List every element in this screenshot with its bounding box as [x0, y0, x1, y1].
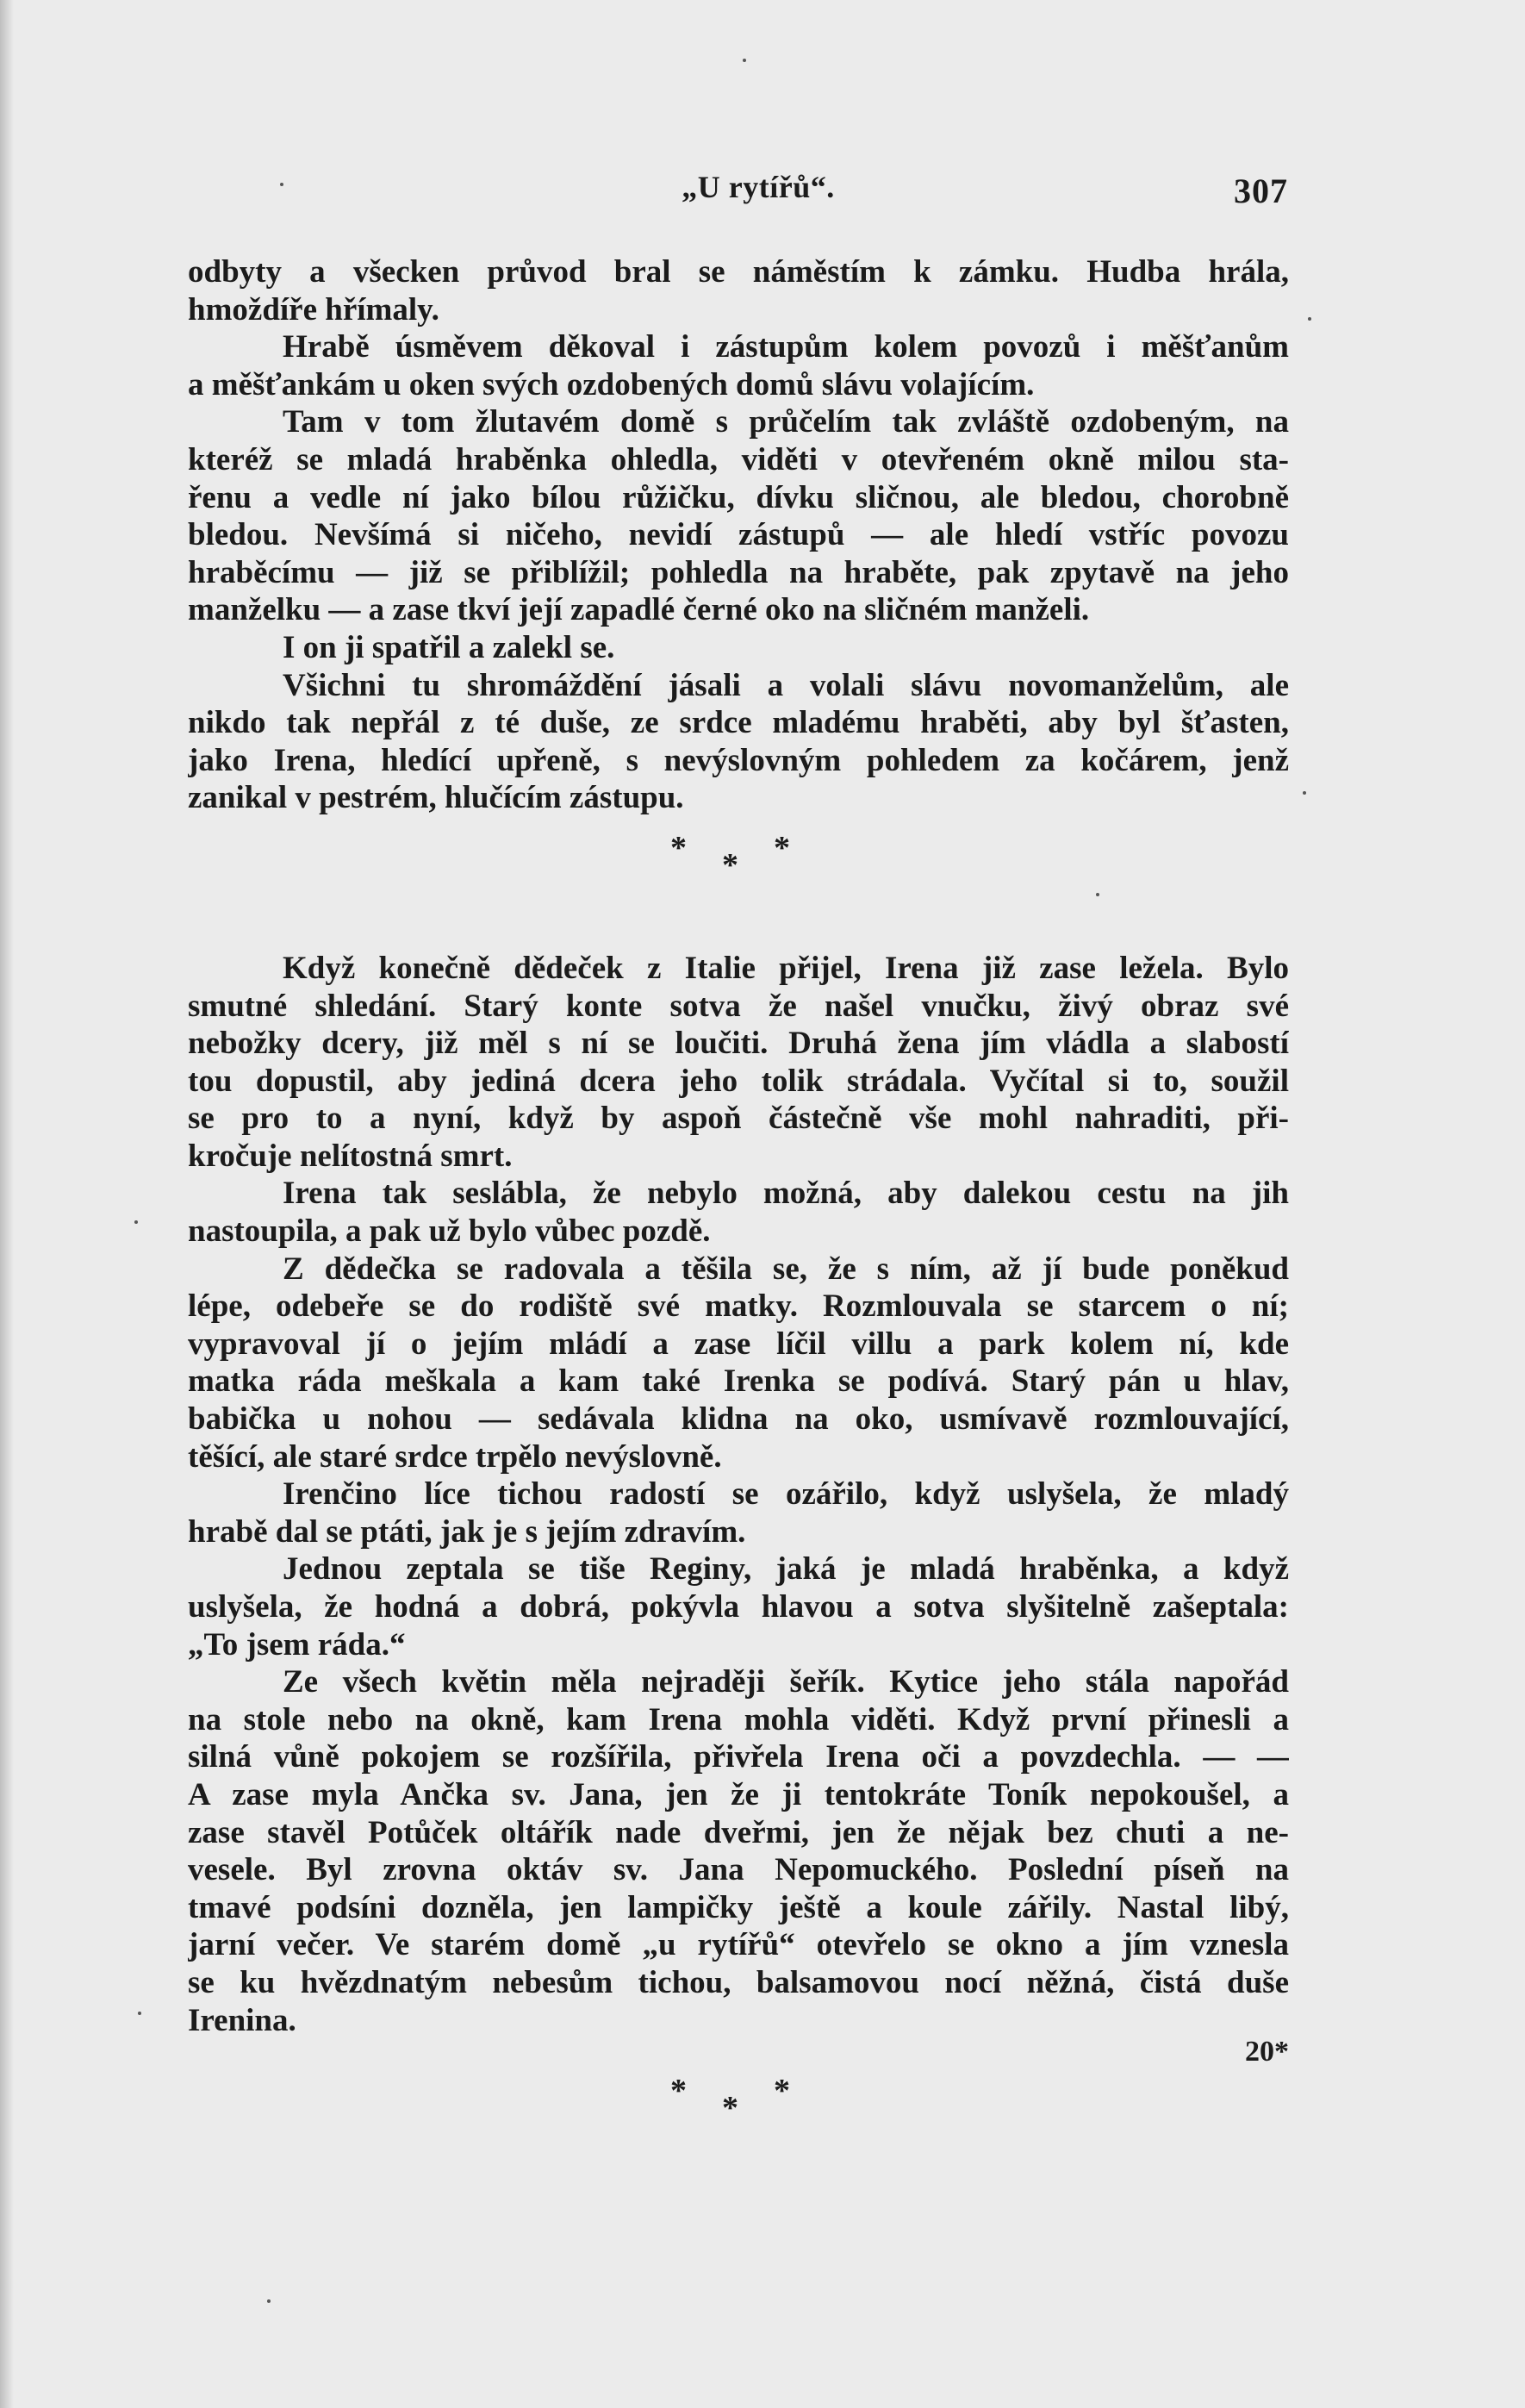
text-line: hrabě dal se ptáti, jak je s jejím zdravím.	[188, 1513, 746, 1550]
paper-speck	[134, 1220, 138, 1224]
page-edge-shadow	[0, 0, 14, 2408]
text-line: zanikal v pestrém, hlučícím zástupu.	[188, 780, 684, 816]
page-number: 307	[1234, 172, 1288, 210]
paper-speck	[1303, 791, 1306, 795]
text-line: Irenčino líce tichou radostí se ozářilo, když uslyšela, že mladý	[283, 1476, 1289, 1513]
text-line: těšící, ale staré srdce trpělo nevýslovně.	[188, 1438, 722, 1475]
text-line: nikdo tak nepřál z té duše, ze srdce mladému hraběti, aby byl šťasten,	[188, 705, 1289, 741]
text-line: manželku — a zase tkví její zapadlé černé oko na sličném manželi.	[188, 592, 1090, 628]
text-line: Když konečně dědeček z Italie přijel, Irena již zase ležela. Bylo	[283, 950, 1289, 986]
text-section-1	[188, 253, 1289, 817]
paragraph	[188, 1251, 1289, 1476]
text-line: Jednou zeptala se tiše Reginy, jaká je mladá hraběnka, a když	[283, 1551, 1289, 1588]
paragraph	[188, 667, 1289, 817]
text-line: tou dopustil, aby jediná dcera jeho tolik strádala. Vyčítal si to, soužil	[188, 1063, 1289, 1099]
paper-speck	[280, 183, 283, 186]
text-line: tmavé podsíni dozněla, jen lampičky ještě a koule zářily. Nastal libý,	[188, 1889, 1289, 1925]
text-line: Všichni tu shromáždění jásali a volali slávu novomanželům, ale	[283, 667, 1289, 703]
text-line: smutné shledání. Starý konte sotva že našel vnučku, živý obraz své	[188, 988, 1289, 1024]
text-line: jako Irena, hledící upřeně, s nevýslovným pohledem za kočárem, jenž	[188, 742, 1289, 778]
paper-speck	[743, 59, 746, 62]
text-line: hmoždíře hřímaly.	[188, 291, 439, 328]
text-line: hraběcímu — již se přiblížil; pohledla na hraběte, pak zpytavě na jeho	[188, 554, 1289, 590]
section-gap	[188, 2039, 1289, 2060]
text-line: silná vůně pokojem se rozšířila, přivřela Irena oči a povzdechla. — —	[188, 1739, 1289, 1775]
text-line: kročuje nelítostná smrt.	[188, 1138, 513, 1174]
separator-star: *	[722, 846, 738, 883]
separator-star: *	[670, 829, 687, 866]
separator-star: *	[722, 2090, 738, 2127]
text-line: lépe, odebeře se do rodiště své matky. Rozmlouvala se starcem o ní;	[188, 1288, 1289, 1325]
text-line: na stole nebo na okně, kam Irena mohla viděti. Když první přinesli a	[188, 1701, 1289, 1737]
paper-speck	[1308, 317, 1311, 321]
paragraph	[188, 629, 1289, 667]
text-line: nebožky dcery, již měl s ní se loučiti. Druhá žena jím vládla a slabostí	[188, 1026, 1289, 1062]
paragraph	[188, 1550, 1289, 1663]
text-line: zase stavěl Potůček oltářík nade dveřmi, jen že nějak bez chuti a ne-	[188, 1814, 1289, 1850]
text-line: nastoupila, a pak už bylo vůbec pozdě.	[188, 1213, 711, 1250]
text-line: se ku hvězdnatým nebesům tichou, balsamovou nocí něžná, čistá duše	[188, 1964, 1289, 2000]
separator-star: *	[774, 2073, 790, 2110]
text-line: A zase myla Ančka sv. Jana, jen že ji tentokráte Toník nepokoušel, a	[188, 1776, 1289, 1812]
paragraph	[188, 1475, 1289, 1550]
text-line: se pro to a nyní, když by aspoň částečně vše mohl nahraditi, při-	[188, 1101, 1289, 1137]
text-line: kteréž se mladá hraběnka ohledla, viděti v otevřeném okně milou sta-	[188, 441, 1289, 477]
paragraph	[188, 403, 1289, 629]
separator-star: *	[670, 2073, 687, 2110]
paper-speck	[138, 2012, 141, 2015]
paper-speck	[267, 2299, 271, 2303]
text-line: a měšťankám u oken svých ozdobených domů slávu volajícím.	[188, 366, 1035, 402]
text-line: Ze všech květin měla nejraději šeřík. Kytice jeho stála napořád	[283, 1664, 1289, 1700]
section-gap	[188, 895, 1289, 950]
text-line: matka ráda meškala a kam také Irenka se podívá. Starý pán u hlav,	[188, 1363, 1289, 1400]
text-line: babička u nohou — sedávala klidna na oko, usmívavě rozmlouvající,	[188, 1401, 1289, 1438]
paper-speck	[1096, 893, 1099, 896]
text-line: uslyšela, že hodná a dobrá, pokývla hlavou a sotva slyšitelně zašeptala:	[188, 1589, 1289, 1625]
text-line: odbyty a všecken průvod bral se náměstím k zámku. Hudba hrála,	[188, 254, 1289, 290]
signature-mark: 20*	[1245, 2036, 1289, 2068]
text-line: bledou. Nevšímá si ničeho, nevidí zástupů — ale hledí vstříc povozu	[188, 517, 1289, 553]
paragraph	[188, 950, 1289, 1176]
section-separator-1	[188, 817, 1289, 895]
text-line: Irenina.	[188, 2002, 296, 2038]
paragraph	[188, 253, 1289, 328]
text-line: Z dědečka se radovala a těšila se, že s ním, až jí bude poněkud	[283, 1251, 1289, 1287]
text-line: vesele. Byl zrovna oktáv sv. Jana Nepomuckého. Poslední píseň na	[188, 1852, 1289, 1888]
text-line: Irena tak seslábla, že nebylo možná, aby dalekou cestu na jih	[283, 1176, 1289, 1212]
section-separator-2	[188, 2060, 1289, 2137]
text-line: řenu a vedle ní jako bílou růžičku, dívku sličnou, ale bledou, chorobně	[188, 479, 1289, 515]
text-line: „To jsem ráda.“	[188, 1626, 406, 1663]
text-line: I on ji spatřil a zalekl se.	[283, 629, 615, 665]
text-line: Tam v tom žlutavém domě s průčelím tak zvláště ozdobeným, na	[283, 404, 1289, 440]
paragraph	[188, 1663, 1289, 2039]
running-title: „U rytířů“.	[682, 170, 835, 204]
body-text	[188, 253, 1289, 2137]
text-line: jarní večer. Ve starém domě „u rytířů“ otevřelo se okno a jím vznesla	[188, 1927, 1289, 1963]
page-header	[185, 169, 1288, 221]
separator-star: *	[774, 829, 790, 866]
paragraph	[188, 1175, 1289, 1250]
paragraph	[188, 328, 1289, 403]
text-line: vypravoval jí o jejím mládí a zase líčil villu a park kolem ní, kde	[188, 1326, 1289, 1362]
text-line: Hrabě úsměvem děkoval i zástupům kolem povozů i měšťanům	[283, 329, 1289, 365]
text-section-2	[188, 950, 1289, 2039]
